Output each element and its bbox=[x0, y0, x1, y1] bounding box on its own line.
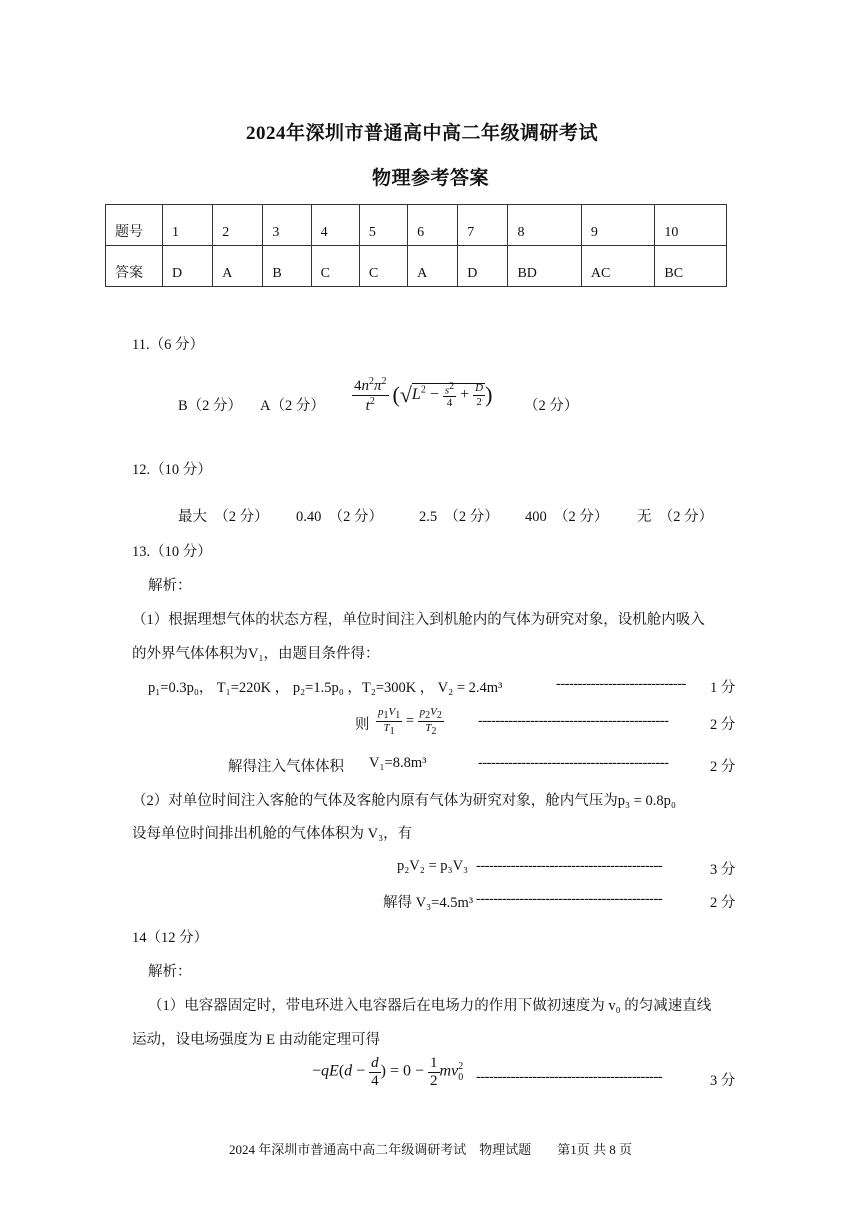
q13-dashes-d: ------------------------------------------- bbox=[476, 858, 663, 874]
q14-analysis: 解析： bbox=[148, 964, 192, 980]
question-number-cell: 1 bbox=[163, 205, 213, 246]
q13-p1-line2: 的外界气体体积为V₁，由题目条件得： bbox=[132, 646, 380, 662]
answer-cell: C bbox=[311, 246, 359, 287]
q11-formula: $\frac{4n^2\pi^2}{t^2}$ ($√L^2$ − $\frac{s^2}{4}$ + $\frac{D}{2}$ ) bbox=[354, 376, 493, 414]
question-number-cell: 9 bbox=[581, 205, 654, 246]
page-title: 2024年深圳市普通高中高二年级调研考试 bbox=[246, 123, 599, 144]
question-number-cell: 4 bbox=[311, 205, 359, 246]
q12-header: 12.（10 分） bbox=[132, 462, 212, 478]
q14-p1-line2: 运动，设电场强度为 E 由动能定理可得 bbox=[132, 1032, 381, 1048]
q13-p2-line1: （2）对单位时间注入客舱的气体及客舱内原有气体为研究对象，舱内气压为p₃ = 0.8p₀ bbox=[132, 793, 676, 809]
q13-p1-line1: （1）根据理想气体的状态方程，单位时间注入到机舱内的气体为研究对象，设机舱内吸入 bbox=[132, 612, 705, 628]
q13-header: 13.（10 分） bbox=[132, 544, 212, 560]
q13-ratio-eq: $\frac{p_1V_1}{T_1}$ = $\frac{p_2V_2}{T_2}$ bbox=[378, 706, 442, 738]
answer-cell: D bbox=[458, 246, 508, 287]
q13-solve2: 解得 V₃=4.5m³ bbox=[383, 895, 474, 911]
q14-dashes-f: ------------------------------------------- bbox=[476, 1069, 663, 1085]
answer-cell: A bbox=[408, 246, 458, 287]
q14-score-f: 3 分 bbox=[710, 1073, 736, 1089]
answer-cell: B bbox=[263, 246, 311, 287]
q13-then-label: 则 bbox=[355, 717, 370, 733]
question-number-cell: 3 bbox=[263, 205, 311, 246]
q13-analysis: 解析： bbox=[148, 578, 192, 594]
q13-dashes-b: -------------------------------------------- bbox=[478, 713, 669, 729]
q13-dashes-a: ------------------------------ bbox=[556, 676, 686, 692]
row-label-answer: 答案 bbox=[106, 246, 163, 287]
answer-table bbox=[105, 204, 727, 287]
page-subtitle: 物理参考答案 bbox=[372, 168, 490, 189]
q13-score-e: 2 分 bbox=[710, 895, 736, 911]
q13-dashes-c: -------------------------------------------- bbox=[478, 755, 669, 771]
q11-part1: B（2 分） bbox=[178, 398, 243, 414]
question-number-cell: 7 bbox=[458, 205, 508, 246]
table-row bbox=[106, 246, 727, 287]
q13-solve-value: V₁=8.8m³ bbox=[369, 755, 427, 771]
q11-header: 11.（6 分） bbox=[132, 337, 204, 353]
question-number-cell: 8 bbox=[508, 205, 581, 246]
q13-score-b: 2 分 bbox=[710, 717, 736, 733]
answer-cell: C bbox=[359, 246, 407, 287]
page-footer: 2024 年深圳市普通高中高二年级调研考试 物理试题 第1页 共 8 页 bbox=[229, 1142, 633, 1157]
table-row bbox=[106, 205, 727, 246]
q14-energy-eq: −qE(d − $\frac{d}{4}$ ) = 0 − $\frac{1}{2}$ $mv_0^2$ bbox=[312, 1055, 464, 1089]
q14-header: 14（12 分） bbox=[132, 930, 209, 946]
q13-given: p₁=0.3p₀， T₁=220K ， p₂=1.5p₀ ，T₂=300K ， V₂ = 2.4m³ bbox=[148, 680, 503, 696]
answer-cell: BC bbox=[655, 246, 727, 287]
q13-score-c: 2 分 bbox=[710, 759, 736, 775]
row-label-question: 题号 bbox=[106, 205, 163, 246]
question-number-cell: 10 bbox=[655, 205, 727, 246]
q11-part2: A（2 分） bbox=[260, 398, 325, 414]
q12-item-3: 2.5 （2 分） bbox=[419, 509, 499, 525]
q13-score-d: 3 分 bbox=[710, 862, 736, 878]
question-number-cell: 6 bbox=[408, 205, 458, 246]
q14-p1-line1: （1）电容器固定时，带电环进入电容器后在电场力的作用下做初速度为 v₀ 的匀减速直线 bbox=[148, 998, 712, 1014]
question-number-cell: 2 bbox=[213, 205, 263, 246]
q13-dashes-e: ------------------------------------------- bbox=[476, 891, 663, 907]
q11-score3: （2 分） bbox=[524, 398, 579, 414]
answer-cell: AC bbox=[581, 246, 654, 287]
answer-cell: BD bbox=[508, 246, 581, 287]
q12-item-4: 400 （2 分） bbox=[525, 509, 609, 525]
answer-cell: D bbox=[163, 246, 213, 287]
q13-solve-label: 解得注入气体体积 bbox=[228, 759, 344, 775]
answer-cell: A bbox=[213, 246, 263, 287]
q12-item-5: 无 （2 分） bbox=[637, 509, 714, 525]
q13-p2-line2: 设每单位时间排出机舱的气体体积为 V₃，有 bbox=[132, 826, 413, 842]
question-number-cell: 5 bbox=[359, 205, 407, 246]
q13-score-a: 1 分 bbox=[710, 680, 736, 696]
q12-item-2: 0.40 （2 分） bbox=[296, 509, 383, 525]
q13-eq2: p₂V₂ = p₃V₃ bbox=[397, 858, 469, 874]
q12-item-1: 最大 （2 分） bbox=[178, 509, 269, 525]
